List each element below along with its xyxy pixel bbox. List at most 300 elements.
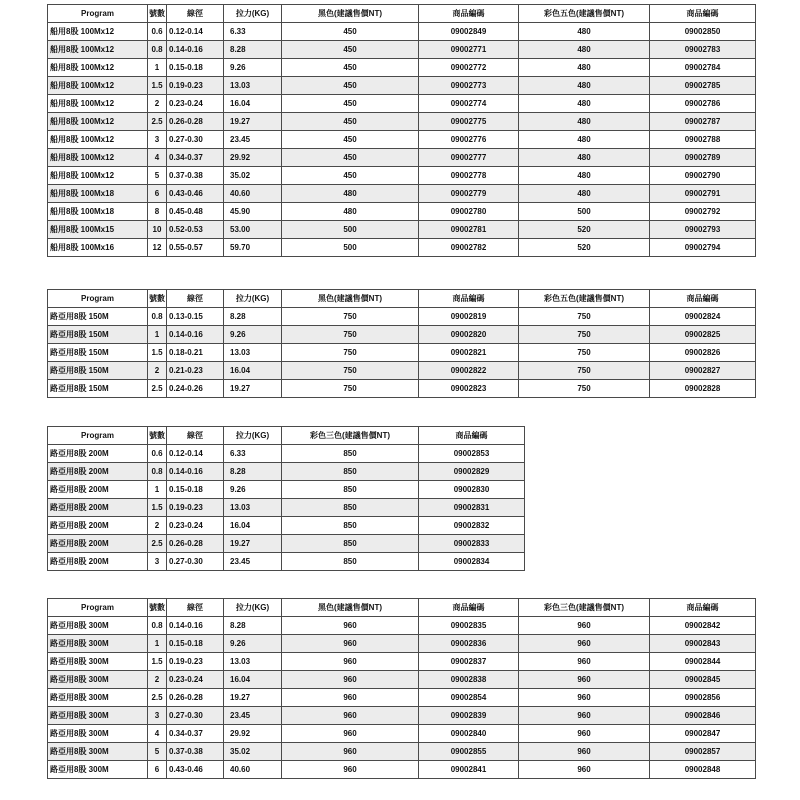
cell-tension: 16.04 [224,517,282,535]
cell-program: 船用8股 100Mx12 [48,23,148,41]
cell-diameter: 0.19-0.23 [167,653,224,671]
cell-product-code: 09002790 [650,167,756,185]
cell-diameter: 0.37-0.38 [167,743,224,761]
column-header-diameter: 線徑 [167,427,224,445]
cell-product-code: 09002837 [419,653,519,671]
cell-product-code: 09002771 [419,41,519,59]
cell-program: 船用8股 100Mx12 [48,149,148,167]
cell-size: 4 [148,725,167,743]
cell-program: 路亞用8股 150M [48,380,148,398]
cell-size: 2.5 [148,380,167,398]
cell-product-code: 09002846 [650,707,756,725]
cell-price: 960 [519,671,650,689]
cell-program: 路亞用8股 300M [48,653,148,671]
column-header-price: 彩色三色(建議售價NT) [519,599,650,617]
table-row [48,653,756,671]
cell-price: 520 [519,239,650,257]
cell-diameter: 0.34-0.37 [167,149,224,167]
cell-program: 路亞用8股 200M [48,499,148,517]
cell-product-code: 09002832 [419,517,525,535]
cell-size: 1.5 [148,77,167,95]
cell-product-code: 09002841 [419,761,519,779]
cell-product-code: 09002779 [419,185,519,203]
cell-diameter: 0.43-0.46 [167,185,224,203]
column-header-size: 號數 [148,427,167,445]
table-row [48,635,756,653]
cell-tension: 19.27 [224,380,282,398]
cell-diameter: 0.14-0.16 [167,41,224,59]
cell-product-code: 09002828 [650,380,756,398]
cell-program: 船用8股 100Mx18 [48,185,148,203]
cell-price: 450 [282,77,419,95]
cell-diameter: 0.14-0.16 [167,326,224,344]
cell-size: 1 [148,59,167,77]
cell-product-code: 09002788 [650,131,756,149]
cell-price: 960 [282,743,419,761]
column-header-product-code: 商品編碼 [419,427,525,445]
cell-diameter: 0.45-0.48 [167,203,224,221]
cell-tension: 13.03 [224,344,282,362]
table-row [48,445,525,463]
column-header-product-code: 商品編碼 [650,290,756,308]
column-header-product-code: 商品編碼 [650,5,756,23]
cell-price: 480 [282,185,419,203]
cell-tension: 9.26 [224,59,282,77]
cell-diameter: 0.27-0.30 [167,707,224,725]
cell-product-code: 09002777 [419,149,519,167]
cell-product-code: 09002848 [650,761,756,779]
cell-program: 路亞用8股 150M [48,344,148,362]
cell-tension: 9.26 [224,481,282,499]
table-row [48,41,756,59]
table-row [48,59,756,77]
cell-price: 960 [282,689,419,707]
cell-product-code: 09002855 [419,743,519,761]
cell-size: 8 [148,203,167,221]
cell-program: 路亞用8股 200M [48,517,148,535]
cell-diameter: 0.12-0.14 [167,23,224,41]
column-header-diameter: 線徑 [167,290,224,308]
cell-tension: 45.90 [224,203,282,221]
cell-size: 10 [148,221,167,239]
cell-program: 路亞用8股 150M [48,326,148,344]
cell-size: 2 [148,95,167,113]
cell-size: 0.8 [148,617,167,635]
column-header-tension: 拉力(KG) [224,5,282,23]
cell-product-code: 09002774 [419,95,519,113]
cell-tension: 19.27 [224,535,282,553]
cell-program: 路亞用8股 200M [48,553,148,571]
column-header-tension: 拉力(KG) [224,599,282,617]
cell-product-code: 09002839 [419,707,519,725]
cell-size: 2.5 [148,689,167,707]
cell-price: 960 [519,617,650,635]
cell-program: 路亞用8股 150M [48,308,148,326]
cell-tension: 6.33 [224,23,282,41]
cell-diameter: 0.14-0.16 [167,463,224,481]
column-header-size: 號數 [148,5,167,23]
cell-diameter: 0.52-0.53 [167,221,224,239]
cell-tension: 23.45 [224,131,282,149]
cell-tension: 9.26 [224,326,282,344]
cell-tension: 35.02 [224,167,282,185]
cell-price: 480 [519,113,650,131]
cell-product-code: 09002847 [650,725,756,743]
cell-size: 1 [148,326,167,344]
cell-product-code: 09002778 [419,167,519,185]
cell-diameter: 0.15-0.18 [167,481,224,499]
cell-price: 480 [519,149,650,167]
cell-program: 船用8股 100Mx18 [48,203,148,221]
cell-product-code: 09002786 [650,95,756,113]
cell-price: 960 [282,725,419,743]
cell-price: 750 [282,344,419,362]
cell-size: 5 [148,743,167,761]
cell-tension: 13.03 [224,499,282,517]
table-row [48,617,756,635]
cell-product-code: 09002820 [419,326,519,344]
cell-product-code: 09002792 [650,203,756,221]
cell-price: 450 [282,41,419,59]
cell-diameter: 0.34-0.37 [167,725,224,743]
table-row [48,362,756,380]
cell-size: 1 [148,481,167,499]
column-header-product-code: 商品編碼 [419,5,519,23]
cell-tension: 8.28 [224,463,282,481]
cell-product-code: 09002822 [419,362,519,380]
cell-size: 0.6 [148,445,167,463]
column-header-product-code: 商品編碼 [419,290,519,308]
table-row [48,671,756,689]
column-header-product-code: 商品編碼 [650,599,756,617]
cell-price: 960 [519,761,650,779]
cell-diameter: 0.13-0.15 [167,308,224,326]
cell-price: 750 [282,362,419,380]
table-row [48,221,756,239]
cell-diameter: 0.24-0.26 [167,380,224,398]
cell-diameter: 0.26-0.28 [167,113,224,131]
cell-product-code: 09002794 [650,239,756,257]
cell-size: 6 [148,185,167,203]
cell-product-code: 09002821 [419,344,519,362]
cell-price: 480 [519,41,650,59]
column-header-tension: 拉力(KG) [224,290,282,308]
table-row [48,326,756,344]
table-row [48,725,756,743]
cell-product-code: 09002784 [650,59,756,77]
cell-price: 960 [519,635,650,653]
cell-product-code: 09002831 [419,499,525,517]
cell-price: 850 [282,553,419,571]
column-header-program: Program [48,290,148,308]
cell-program: 路亞用8股 200M [48,463,148,481]
cell-diameter: 0.14-0.16 [167,617,224,635]
cell-size: 3 [148,131,167,149]
cell-program: 船用8股 100Mx12 [48,95,148,113]
cell-size: 1 [148,635,167,653]
cell-diameter: 0.27-0.30 [167,553,224,571]
cell-tension: 6.33 [224,445,282,463]
cell-price: 960 [519,707,650,725]
cell-price: 750 [519,308,650,326]
cell-tension: 8.28 [224,308,282,326]
cell-diameter: 0.26-0.28 [167,535,224,553]
cell-product-code: 09002835 [419,617,519,635]
column-header-program: Program [48,427,148,445]
cell-price: 480 [519,185,650,203]
cell-price: 450 [282,131,419,149]
cell-size: 4 [148,149,167,167]
cell-price: 750 [282,326,419,344]
cell-size: 2 [148,362,167,380]
cell-tension: 40.60 [224,185,282,203]
cell-diameter: 0.43-0.46 [167,761,224,779]
table-row [48,707,756,725]
cell-product-code: 09002833 [419,535,525,553]
column-header-program: Program [48,5,148,23]
cell-price: 960 [282,617,419,635]
cell-product-code: 09002845 [650,671,756,689]
table-row [48,481,525,499]
cell-product-code: 09002849 [419,23,519,41]
cell-size: 2 [148,671,167,689]
cell-product-code: 09002793 [650,221,756,239]
table-row [48,113,756,131]
column-header-product-code: 商品編碼 [419,599,519,617]
cell-size: 2.5 [148,113,167,131]
cell-product-code: 09002853 [419,445,525,463]
column-header-program: Program [48,599,148,617]
cell-price: 450 [282,23,419,41]
cell-price: 480 [519,23,650,41]
table-row [48,553,525,571]
cell-price: 450 [282,149,419,167]
table-row [48,185,756,203]
cell-size: 0.6 [148,23,167,41]
cell-price: 960 [282,653,419,671]
cell-tension: 16.04 [224,671,282,689]
cell-diameter: 0.18-0.21 [167,344,224,362]
cell-price: 960 [519,653,650,671]
table-row [48,77,756,95]
table-row [48,380,756,398]
cell-tension: 16.04 [224,362,282,380]
cell-size: 1.5 [148,653,167,671]
cell-size: 12 [148,239,167,257]
cell-program: 路亞用8股 200M [48,445,148,463]
cell-price: 480 [519,77,650,95]
cell-product-code: 09002824 [650,308,756,326]
table-header-row [48,290,756,308]
cell-price: 960 [519,743,650,761]
cell-product-code: 09002783 [650,41,756,59]
cell-diameter: 0.12-0.14 [167,445,224,463]
cell-size: 6 [148,761,167,779]
cell-price: 750 [519,362,650,380]
cell-price: 450 [282,113,419,131]
column-header-size: 號數 [148,599,167,617]
cell-price: 960 [282,761,419,779]
cell-price: 480 [519,131,650,149]
cell-product-code: 09002782 [419,239,519,257]
cell-program: 船用8股 100Mx12 [48,113,148,131]
cell-program: 船用8股 100Mx12 [48,131,148,149]
cell-program: 路亞用8股 300M [48,671,148,689]
cell-program: 船用8股 100Mx15 [48,221,148,239]
table-row [48,517,525,535]
cell-price: 750 [282,380,419,398]
table-row [48,95,756,113]
cell-price: 500 [282,239,419,257]
cell-product-code: 09002857 [650,743,756,761]
table-row [48,239,756,257]
table-row [48,535,525,553]
cell-tension: 53.00 [224,221,282,239]
table-row [48,149,756,167]
cell-program: 路亞用8股 150M [48,362,148,380]
cell-price: 480 [519,95,650,113]
cell-tension: 13.03 [224,653,282,671]
cell-program: 路亞用8股 300M [48,761,148,779]
table-header-row [48,599,756,617]
cell-product-code: 09002856 [650,689,756,707]
cell-price: 750 [519,326,650,344]
table-row [48,23,756,41]
column-header-tension: 拉力(KG) [224,427,282,445]
cell-price: 450 [282,167,419,185]
cell-size: 5 [148,167,167,185]
cell-product-code: 09002830 [419,481,525,499]
cell-tension: 40.60 [224,761,282,779]
cell-program: 路亞用8股 300M [48,725,148,743]
cell-price: 480 [519,59,650,77]
cell-product-code: 09002772 [419,59,519,77]
cell-price: 850 [282,499,419,517]
cell-size: 1.5 [148,344,167,362]
spec-table-150m [47,289,756,398]
cell-price: 750 [282,308,419,326]
column-header-price: 黑色(建議售價NT) [282,290,419,308]
cell-size: 2.5 [148,535,167,553]
cell-price: 960 [282,635,419,653]
cell-price: 960 [282,707,419,725]
cell-tension: 29.92 [224,149,282,167]
cell-diameter: 0.23-0.24 [167,517,224,535]
cell-price: 500 [519,203,650,221]
cell-diameter: 0.19-0.23 [167,499,224,517]
cell-program: 路亞用8股 300M [48,617,148,635]
cell-size: 3 [148,553,167,571]
cell-program: 路亞用8股 200M [48,535,148,553]
cell-price: 960 [282,671,419,689]
cell-product-code: 09002819 [419,308,519,326]
cell-product-code: 09002826 [650,344,756,362]
table-row [48,689,756,707]
cell-tension: 23.45 [224,707,282,725]
cell-diameter: 0.19-0.23 [167,77,224,95]
cell-product-code: 09002776 [419,131,519,149]
cell-program: 船用8股 100Mx12 [48,59,148,77]
cell-tension: 19.27 [224,113,282,131]
table-header-row [48,5,756,23]
table-header-row [48,427,525,445]
cell-price: 480 [519,167,650,185]
column-header-price: 黑色(建議售價NT) [282,599,419,617]
cell-product-code: 09002834 [419,553,525,571]
cell-program: 路亞用8股 300M [48,743,148,761]
cell-program: 船用8股 100Mx12 [48,77,148,95]
cell-size: 2 [148,517,167,535]
column-header-price: 彩色五色(建議售價NT) [519,290,650,308]
cell-program: 船用8股 100Mx12 [48,167,148,185]
cell-diameter: 0.37-0.38 [167,167,224,185]
column-header-price: 黑色(建議售價NT) [282,5,419,23]
cell-tension: 16.04 [224,95,282,113]
cell-product-code: 09002850 [650,23,756,41]
cell-size: 1.5 [148,499,167,517]
cell-diameter: 0.27-0.30 [167,131,224,149]
cell-product-code: 09002785 [650,77,756,95]
cell-diameter: 0.15-0.18 [167,59,224,77]
cell-product-code: 09002823 [419,380,519,398]
table-row [48,499,525,517]
cell-price: 750 [519,344,650,362]
cell-diameter: 0.26-0.28 [167,689,224,707]
table-row [48,308,756,326]
cell-tension: 9.26 [224,635,282,653]
cell-product-code: 09002781 [419,221,519,239]
cell-product-code: 09002854 [419,689,519,707]
cell-product-code: 09002780 [419,203,519,221]
cell-product-code: 09002775 [419,113,519,131]
cell-tension: 8.28 [224,41,282,59]
cell-price: 850 [282,445,419,463]
column-header-diameter: 線徑 [167,599,224,617]
cell-product-code: 09002843 [650,635,756,653]
cell-price: 480 [282,203,419,221]
cell-price: 850 [282,463,419,481]
cell-product-code: 09002827 [650,362,756,380]
cell-product-code: 09002787 [650,113,756,131]
spec-table-300m [47,598,756,779]
cell-price: 520 [519,221,650,239]
cell-size: 0.8 [148,41,167,59]
spec-table-200m [47,426,525,571]
table-row [48,743,756,761]
cell-program: 船用8股 100Mx12 [48,41,148,59]
table-row [48,344,756,362]
cell-price: 450 [282,95,419,113]
cell-price: 960 [519,689,650,707]
cell-product-code: 09002829 [419,463,525,481]
cell-diameter: 0.23-0.24 [167,95,224,113]
column-header-diameter: 線徑 [167,5,224,23]
cell-product-code: 09002844 [650,653,756,671]
cell-product-code: 09002836 [419,635,519,653]
cell-product-code: 09002842 [650,617,756,635]
cell-price: 960 [519,725,650,743]
cell-product-code: 09002838 [419,671,519,689]
column-header-price: 彩色三色(建議售價NT) [282,427,419,445]
cell-price: 850 [282,481,419,499]
table-row [48,761,756,779]
table-row [48,203,756,221]
cell-program: 路亞用8股 300M [48,689,148,707]
table-row [48,463,525,481]
cell-program: 路亞用8股 300M [48,635,148,653]
cell-tension: 35.02 [224,743,282,761]
cell-product-code: 09002789 [650,149,756,167]
